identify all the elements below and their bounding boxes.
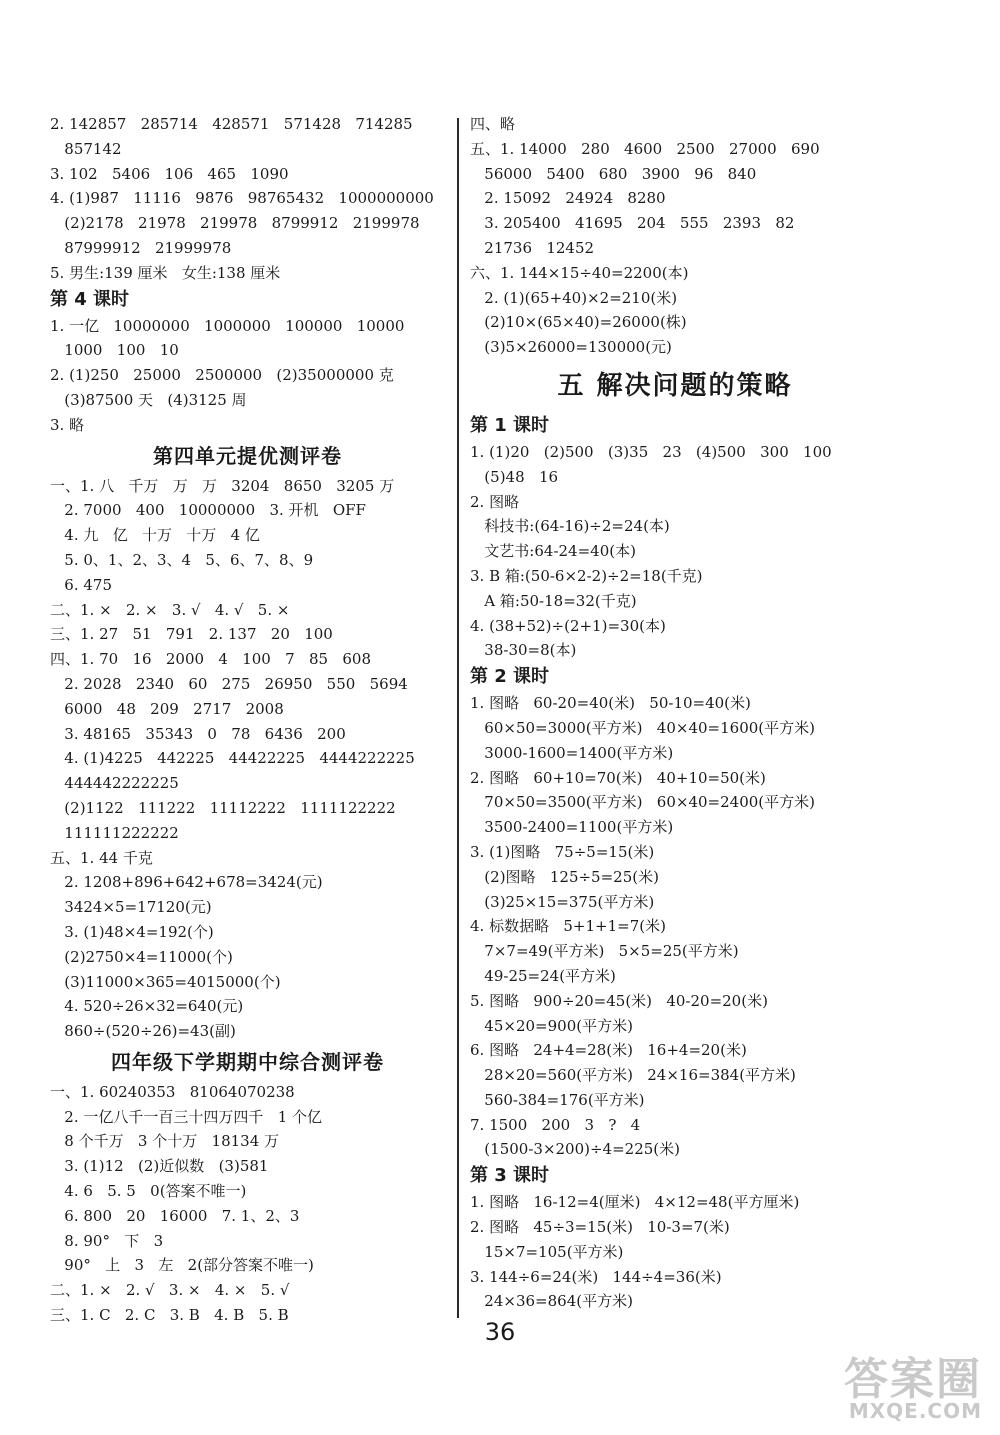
answer-line: 一、1. 60240353 81064070238 [50,1082,295,1101]
answer-line: (2)图略 125÷5=25(米) [470,867,659,886]
answer-line: 6. 图略 24+4=28(米) 16+4=20(米) [470,1041,747,1060]
answer-line: 6. 800 20 16000 7. 1、2、3 [50,1206,300,1225]
answer-line: 5. 0、1、2、3、4 5、6、7、8、9 [50,550,314,569]
answer-line: 2. 图略 60+10=70(米) 40+10=50(米) [470,768,766,787]
answer-line: 2. 142857 285714 428571 571428 714285 [50,115,413,133]
answer-line: 四、1. 70 16 2000 4 100 7 85 608 [50,650,371,669]
answer-line: 三、1. C 2. C 3. B 4. B 5. B [50,1306,289,1325]
answer-line: 2. (1)250 25000 2500000 (2)35000000 克 [50,366,394,385]
watermark-logo [796,1343,986,1423]
answer-line: (2)2750×4=11000(个) [50,947,233,966]
answer-line: 15×7=105(平方米) [470,1242,624,1261]
answer-line: 87999912 21999978 [50,238,232,257]
answer-line: 四、略 [470,115,516,133]
answer-line: 860÷(520÷26)=43(副) [50,1022,236,1041]
answer-line: (2)2178 21978 219978 8799912 2199978 [50,214,420,233]
answer-line: (5)48 16 [470,467,559,486]
answer-line: 文艺书:64-24=40(本) [470,542,636,561]
lesson-heading: 第 3 课时 [470,1165,550,1187]
answer-line: 7×7=49(平方米) 5×5=25(平方米) [470,942,739,961]
answer-line: 3. 205400 41695 204 555 2393 82 [470,214,795,233]
answer-line: 444442222225 [50,774,179,793]
section-title: 四年级下学期期中综合测评卷 [111,1049,384,1074]
answer-line: 科技书:(64-16)÷2=24(本) [470,517,670,536]
answer-line: 4. 标数据略 5+1+1=7(米) [470,917,666,936]
answer-line: 4. 520÷26×32=640(元) [50,997,244,1016]
answer-line: 6000 48 209 2717 2008 [50,699,284,718]
answer-line: 857142 [50,139,122,158]
answer-line: (3)11000×365=4015000(个) [50,972,281,991]
section-title: 五 解决问题的策略 [557,370,793,401]
answer-line: 8. 90° 下 3 [50,1231,164,1250]
answer-line: (1500-3×200)÷4=225(米) [470,1140,681,1159]
answer-line: 4. 6 5. 5 0(答案不唯一) [50,1182,247,1201]
answer-line: 4. 九 亿 十万 十万 4 亿 [50,526,260,545]
answer-line: 3500-2400=1100(平方米) [470,818,674,837]
right-column [470,112,880,1314]
answer-line: 38-30=8(本) [470,641,577,660]
answer-line: 4. (1)987 11116 9876 98765432 1000000000 [50,189,434,208]
answer-line: 49-25=24(平方米) [470,966,616,985]
column-divider [457,118,459,1318]
answer-line: 2. 1208+896+642+678=3424(元) [50,873,323,892]
answer-line: 5. 男生:139 厘米 女生:138 厘米 [50,263,281,282]
answer-line: 3. 略 [50,415,85,434]
answer-line: (3)5×26000=130000(元) [470,338,672,357]
answer-line: (3)25×15=375(平方米) [470,892,655,911]
answer-line: 560-384=176(平方米) [470,1090,645,1109]
answer-line: (2)10×(65×40)=26000(株) [470,313,687,332]
answer-line: 3. 144÷6=24(米) 144÷4=36(米) [470,1267,722,1286]
answer-line: 24×36=864(平方米) [470,1292,633,1311]
answer-line: 3424×5=17120(元) [50,898,212,917]
answer-line: 6. 475 [50,575,113,594]
answer-line: 六、1. 144×15÷40=2200(本) [470,263,689,282]
answer-line: 3. (1)图略 75÷5=15(米) [470,842,655,861]
section-title: 第四单元提优测评卷 [153,443,342,468]
answer-line: 56000 5400 680 3900 96 840 [470,164,757,183]
answer-line: 111111222222 [50,823,179,842]
answer-line: 90° 上 3 左 2(部分答案不唯一) [50,1256,314,1275]
lesson-heading: 第 1 课时 [470,414,550,436]
answer-line: 3000-1600=1400(平方米) [470,743,674,762]
left-column [50,112,445,1328]
answer-line: 4. (38+52)÷(2+1)=30(本) [470,616,666,635]
answer-line: 1000 100 10 [50,341,179,360]
answer-line: (2)1122 111222 11112222 1111122222 [50,798,396,817]
answer-line: 45×20=900(平方米) [470,1016,633,1035]
answer-line: 2. 15092 24924 8280 [470,189,666,208]
answer-line: 70×50=3500(平方米) 60×40=2400(平方米) [470,793,815,812]
answer-line: 一、1. 八 千万 万 万 3204 8650 3205 万 [50,476,395,495]
answer-line: 8 个千万 3 个十万 18134 万 [50,1132,280,1151]
answer-line: 60×50=3000(平方米) 40×40=1600(平方米) [470,718,815,737]
answer-line: 2. 2028 2340 60 275 26950 550 5694 [50,674,408,693]
answer-line: 1. (1)20 (2)500 (3)35 23 (4)500 300 100 [470,442,832,461]
answer-line: A 箱:50-18=32(千克) [470,591,637,610]
answer-line: 二、1. × 2. √ 3. × 4. × 5. √ [50,1281,290,1300]
answer-line: 三、1. 27 51 791 2. 137 20 100 [50,625,333,644]
answer-line: 21736 12452 [470,238,595,257]
lesson-heading: 第 4 课时 [50,288,130,310]
answer-line: 2. 图略 45÷3=15(米) 10-3=7(米) [470,1218,730,1237]
answer-line: 五、1. 14000 280 4600 2500 27000 690 [470,139,820,158]
answer-line: 五、1. 44 千克 [50,848,153,867]
answer-line: 2. 7000 400 10000000 3. 开机 OFF [50,501,366,520]
answer-line: 4. (1)4225 442225 44422225 4444222225 [50,749,415,768]
answer-line: 二、1. × 2. × 3. √ 4. √ 5. × [50,600,290,619]
answer-line: 3. (1)12 (2)近似数 (3)581 [50,1157,269,1176]
answer-line: 3. 102 5406 106 465 1090 [50,164,289,183]
answer-line: 1. 图略 16-12=4(厘米) 4×12=48(平方厘米) [470,1193,800,1212]
answer-line: 1. 一亿 10000000 1000000 100000 10000 [50,316,405,335]
lesson-heading: 第 2 课时 [470,666,550,688]
answer-line: 3. B 箱:(50-6×2-2)÷2=18(千克) [470,566,703,585]
answer-line: 3. (1)48×4=192(个) [50,922,214,941]
answer-line: 3. 48165 35343 0 78 6436 200 [50,724,346,743]
watermark-site: MXQE.COM [848,1399,982,1423]
page-number: 36 [484,1318,516,1346]
answer-line: 1. 图略 60-20=40(米) 50-10=40(米) [470,694,751,713]
answer-line: (3)87500 天 (4)3125 周 [50,390,247,409]
answer-line: 2. 一亿八千一百三十四万四千 1 个亿 [50,1107,323,1126]
answer-line: 28×20=560(平方米) 24×16=384(平方米) [470,1066,796,1085]
answer-line: 2. 图略 [470,492,520,511]
answer-line: 5. 图略 900÷20=45(米) 40-20=20(米) [470,991,768,1010]
answer-line: 7. 1500 200 3 ? 4 [470,1115,641,1134]
answer-line: 2. (1)(65+40)×2=210(米) [470,288,678,307]
watermark-mark: 答案圈 [844,1354,982,1405]
